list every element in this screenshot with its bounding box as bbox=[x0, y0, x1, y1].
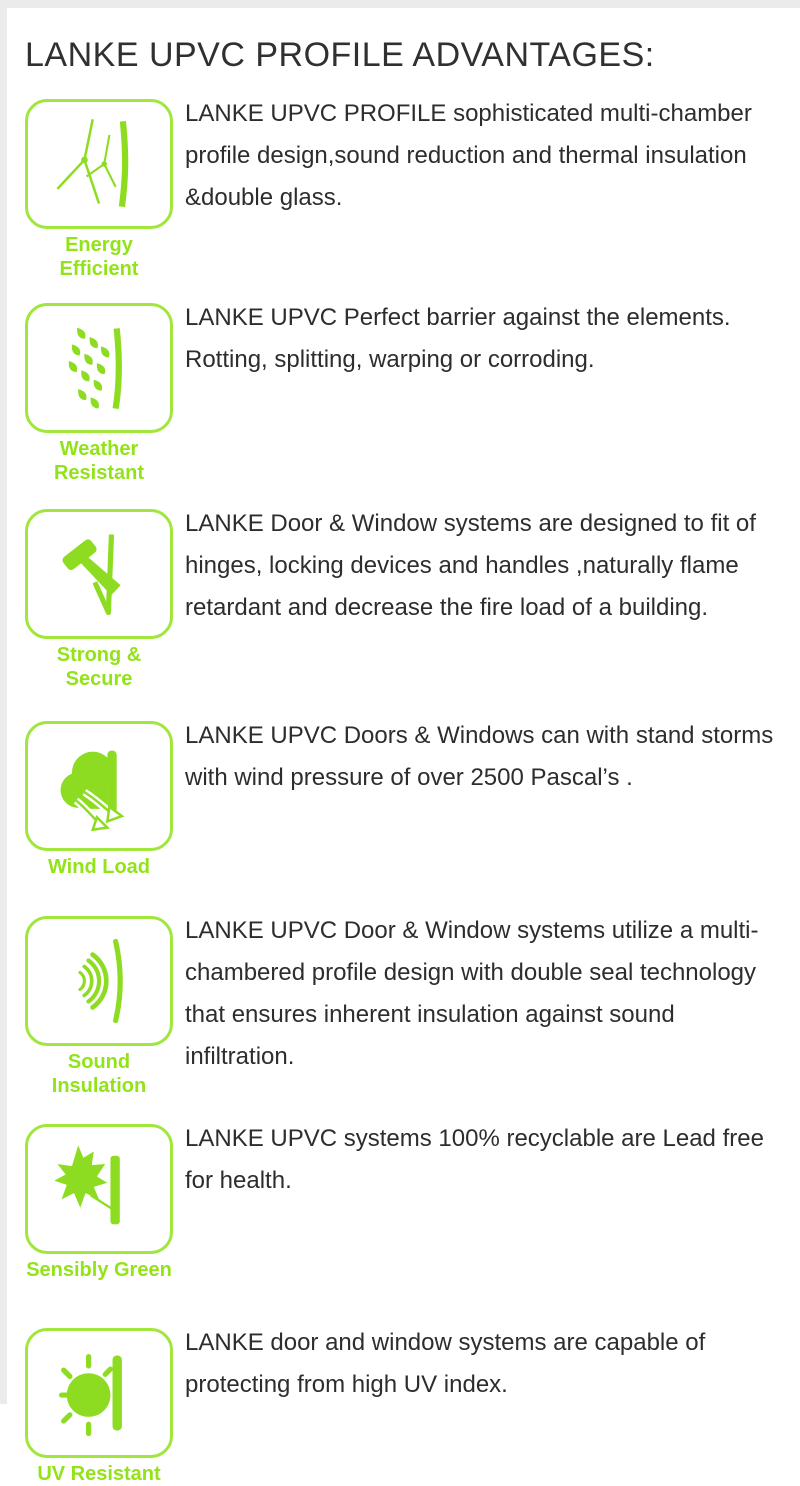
icon-box bbox=[25, 99, 173, 229]
icon-column bbox=[25, 1328, 183, 1486]
sun-icon bbox=[47, 1341, 151, 1445]
icon-column bbox=[25, 916, 183, 1098]
icon-box bbox=[25, 1328, 173, 1458]
advantage-text: LANKE Door & Window systems are designed to fit of hinges, locking devices and handles ,naturally flame retardant and decrease the fire load of a building. bbox=[185, 510, 756, 621]
icon-caption: Sensibly Green bbox=[26, 1259, 172, 1281]
advantage-row-weather-resistant bbox=[25, 303, 790, 485]
hammer-nail-icon bbox=[47, 522, 151, 626]
advantage-row-sound-insulation bbox=[25, 916, 790, 1098]
icon-box bbox=[25, 509, 173, 639]
icon-caption: UV Resistant bbox=[37, 1463, 161, 1485]
rain-drops-icon bbox=[47, 316, 151, 420]
page-title: LANKE UPVC PROFILE ADVANTAGES: bbox=[25, 36, 655, 74]
icon-caption: Strong & Secure bbox=[56, 644, 142, 690]
wind-cloud-icon bbox=[47, 734, 151, 838]
advantage-row-sensibly-green bbox=[25, 1124, 790, 1282]
advantage-text: LANKE door and window systems are capable of protecting from high UV index. bbox=[185, 1329, 706, 1398]
advantage-row-strong-secure bbox=[25, 509, 790, 691]
icon-column bbox=[25, 721, 183, 879]
advantage-text: LANKE UPVC Doors & Windows can with stand storms with wind pressure of over 2500 Pascal’s . bbox=[185, 722, 774, 791]
icon-caption: Weather Resistant bbox=[53, 438, 145, 484]
sound-waves-icon bbox=[47, 929, 151, 1033]
advantage-text: LANKE UPVC systems 100% recyclable are Lead free for health. bbox=[185, 1125, 764, 1194]
advantage-row-uv-resistant bbox=[25, 1328, 790, 1486]
advantage-text: LANKE UPVC Perfect barrier against the elements. Rotting, splitting, warping or corroding. bbox=[185, 304, 731, 373]
icon-caption: Sound Insulation bbox=[51, 1051, 147, 1097]
wind-turbine-icon bbox=[47, 112, 151, 216]
icon-caption: Wind Load bbox=[47, 856, 151, 878]
icon-column bbox=[25, 1124, 183, 1282]
advantage-row-wind-load bbox=[25, 721, 790, 879]
advantage-row-energy-efficient bbox=[25, 99, 790, 281]
icon-box bbox=[25, 721, 173, 851]
icon-box bbox=[25, 303, 173, 433]
icon-caption: Energy Efficient bbox=[59, 234, 139, 280]
advantage-text: LANKE UPVC Door & Window systems utilize a multi-chambered profile design with double seal technology that ensures inherent insulation against sound infiltration. bbox=[185, 917, 759, 1070]
advantage-text: LANKE UPVC PROFILE sophisticated multi-chamber profile design,sound reduction and thermal insulation &double glass. bbox=[185, 100, 752, 211]
icon-column bbox=[25, 99, 183, 281]
icon-column bbox=[25, 509, 183, 691]
icon-box bbox=[25, 1124, 173, 1254]
icon-column bbox=[25, 303, 183, 485]
leaf-icon bbox=[47, 1137, 151, 1241]
icon-box bbox=[25, 916, 173, 1046]
